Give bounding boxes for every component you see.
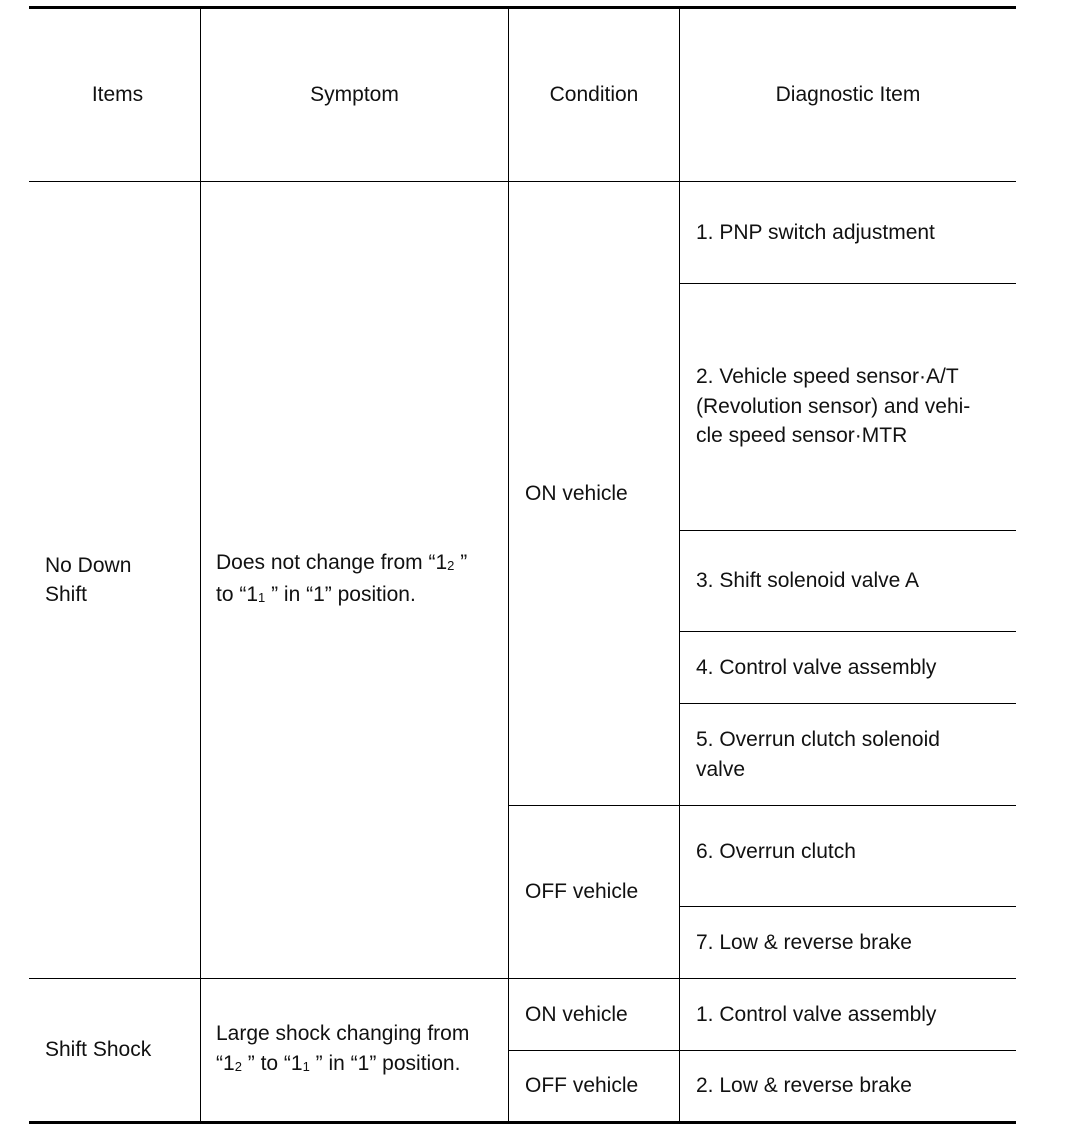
condition-label: OFF vehicle: [525, 1074, 639, 1098]
header-symptom: [201, 9, 508, 181]
diagnostic-line: (Revolution sensor) and vehi-: [696, 394, 971, 418]
condition-off-vehicle: [525, 806, 675, 978]
symptom-line: Large shock changing from: [216, 1022, 470, 1045]
diagnostic-item: [696, 907, 1012, 978]
diagnostic-label: 7. Low & reverse brake: [696, 930, 912, 954]
diagnostic-label: 3. Shift solenoid valve A: [696, 569, 919, 593]
symptom-no-down-shift: [216, 182, 506, 978]
diagnostic-item: [696, 806, 1012, 906]
diagnostic-label: 1. PNP switch adjustment: [696, 220, 935, 244]
diagnostic-item: [696, 632, 1012, 703]
diagnostic-item: [696, 979, 1012, 1050]
diagnostic-item: [696, 182, 1012, 283]
diagnostic-label: 2. Low & reverse brake: [696, 1074, 912, 1098]
diagnostic-label: 6. Overrun clutch: [696, 840, 856, 863]
header-condition: [509, 9, 679, 181]
diagnostic-item: [696, 1051, 1012, 1121]
diagnostic-item: [696, 531, 1012, 631]
diagnostic-item: [696, 284, 1012, 530]
diagnostic-label: 1. Control valve assembly: [696, 1002, 937, 1026]
item-no-down-shift: [45, 182, 195, 978]
symptom-line: Does not change from “12 ”: [216, 550, 468, 574]
condition-off-vehicle: [525, 1051, 675, 1121]
diagnostic-line: 2. Vehicle speed sensor·A/T: [696, 365, 959, 388]
symptom-shift-shock: [216, 979, 506, 1121]
header-items: [29, 9, 200, 181]
header-diagnostic-label: Diagnostic Item: [775, 83, 921, 107]
header-condition-label: Condition: [549, 83, 639, 107]
condition-label: ON vehicle: [525, 1002, 628, 1026]
header-items-label: Items: [91, 83, 144, 107]
item-shift-shock: [45, 979, 195, 1121]
condition-on-vehicle: [525, 182, 675, 805]
symptom-line: “12 ” to “11 ” in “1” position.: [216, 1051, 461, 1075]
condition-label: OFF vehicle: [525, 880, 639, 904]
condition-label: ON vehicle: [525, 481, 628, 505]
condition-on-vehicle: [525, 979, 675, 1050]
diagnostic-item: [696, 704, 1012, 805]
diagnostic-label: 4. Control valve assembly: [696, 655, 937, 679]
item-label-line: Shift: [45, 583, 88, 606]
header-diagnostic-item: [680, 9, 1016, 181]
diagnostic-line: valve: [696, 757, 746, 781]
diagnostic-line: 5. Overrun clutch solenoid: [696, 728, 940, 751]
item-label-line: No Down: [45, 553, 132, 577]
item-label: Shift Shock: [45, 1038, 152, 1062]
header-symptom-label: Symptom: [310, 83, 399, 107]
diagnostic-line: cle speed sensor·MTR: [696, 424, 908, 447]
diagnostic-table: [29, 6, 1016, 1124]
symptom-line: to “11 ” in “1” position.: [216, 583, 416, 606]
